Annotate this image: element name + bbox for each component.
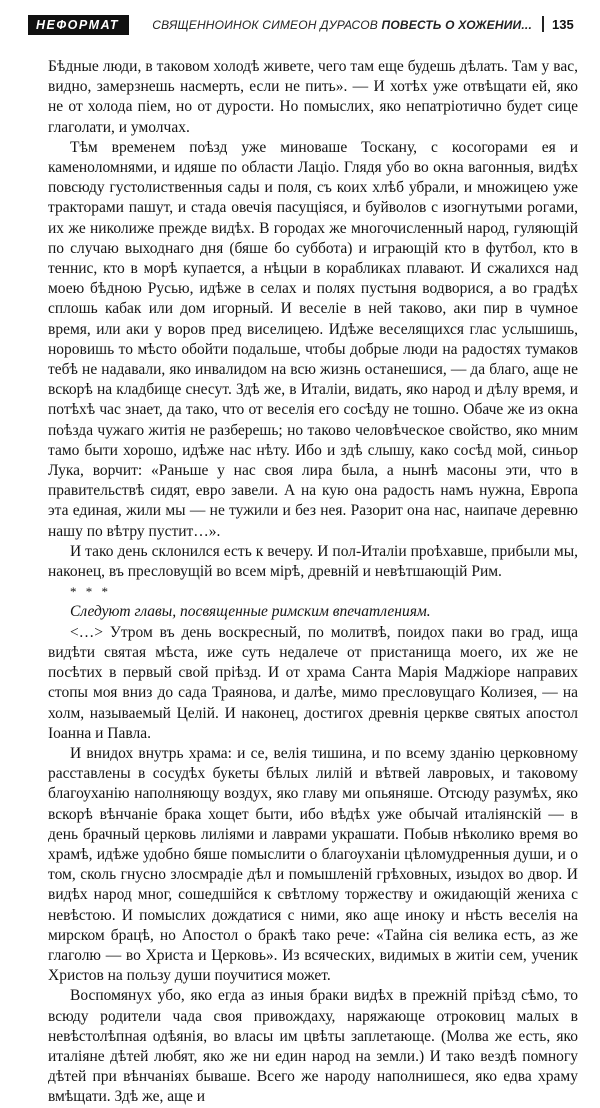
work-title: ПОВЕСТЬ О ХОЖЕНИИ... [381,18,532,32]
section-badge: НЕФОРМАТ [28,15,129,35]
chapter-note: Следуют главы, посвященные римским впечатлениям. [70,603,431,621]
main-text [48,57,578,1108]
paragraph: И тако день склонился есть к вечеру. И пол-Италіи проѣхавше, прибыли мы, наконец, въ пресловущій во всем мірѣ, древній и невѣтшающій Рим. [48,542,578,581]
running-title [152,18,532,32]
section-break: * * * [70,584,111,600]
running-header [0,12,600,36]
header-divider [542,16,544,32]
paragraph: Бѣдные люди, в таковом холодѣ живете, чего там еще будешь дѣлать. Там у вас, видно, замерзнешь насмерть, если не пить». — И хотѣх уже отвѣщати ей, яко не от холода піем, но от дурости. Но помыслих, яко непатріотично будет сице глаголати, и умолчах. [48,58,578,136]
author-name: СВЯЩЕННОИНОК СИМЕОН ДУРАСОВ [152,18,378,32]
paragraph: Тѣм временем поѣзд уже миноваше Тоскану, с косогорами ея и каменоломнями, и идяше по области Лаціо. Глядя убо во окна вагонныя, видѣх повсюду густолиственныя сады и поля, съ коих хлѣб убрали, и множицею уже тракторами пашут, и стада овечія пасущіяся, и буйволов с изогнутыми рогами, их же николиже прежде видѣх. В городах же многочисленный народ, гуляющій по случаю выходнаго дня (бяше бо суббота) и играющій кто в футбол, кто в теннис, кто в морѣ купается, а нѣцыи в корабликах плавают. И сжалихся над моею бѣдною Русью, идѣже в селах и полях пустыня водворися, а во градѣх сплошь кабак или дом игорный. И веселіе в ней таково, аки пир в чумное время, или аки у воров пред виселицею. Идѣже веселящихся глас услышишь, норовишь то мѣсто обойти подальше, чтобы добрые люди на радостях тумаков тебѣ не надавали, яко инвалидом на всю жизнь останешися, — да благо, аще не вскорѣ на кладбище снесут. Здѣ же, в Италіи, видать, яко народ и дѣлу время, и потѣхѣ час знает, да тако, что от веселія его сосѣду не тошно. Обаче же из окна поѣзда чужаго житія не разберешь; но таково человѣческое свойство, яко мним тамо быти хорошо, идѣже нас нѣту. Ибо и здѣ слышу, како сосѣд мой, синьор Лука, ворчит: «Раньше у нас своя лира была, а нынѣ масоны эти, что в правительствѣ сидят, евро завели. А на кую она радость намъ нужна, Европа эта единая, жили мы — не тужили и без нея. Разорит она нас, наипаче деревню нашу по вѣтру пустит…». [48,138,578,540]
paragraph: <…> Утром въ день воскресный, по молитвѣ, поидох паки во град, ища видѣти святая мѣста, иже суть недалече от пристанища моего, их же не посѣтих в первый свой пріѣзд. И от храма Санта Марія Маджіоре направих стопы моя вниз до сада Траянова, и далѣе, мимо пресловущаго Колизея, — на холм, называемый Целій. И наконец, достигох древнія церкве святых апостол Іоанна и Павла. [48,623,578,742]
paragraph: И внидох внутрь храма: и се, велія тишина, и по всему зданію церковному расставлены в сосудѣх букеты бѣлых лилій и вѣтвей лавровых, и таковому благоуханію наполняющу воздух, яко главу ми опьяняше. Отсюду разумѣх, яко вскорѣ вѣнчаніе брака хощет быти, ибо вѣдѣх уже обычай италіянскій — в день брачный церковь лиліями и лаврами украшати. Побыв нѣколико время во храмѣ, идѣже удобно бяше помыслити о благоуханіи цѣломудренныя души, и о том, сколь гнусно злосмрадіе дѣл и помышленій грѣховных, изыдох во двор. И видѣх народ мног, сошедшійся к свѣтлому торжеству и ожидающій жениха с невѣстою. И помыслих дождатися с ними, яко аще иноку и нѣсть веселія на мирском брацѣ, но Апостол о бракѣ тако рече: «Тайна сія велика есть, аз же глаголю — во Христа и Церковь». Из всяческих, видимых в житіи сем, ученик Христов на пользу души поучитися может. [48,744,578,985]
page-number: 135 [552,17,574,32]
paragraph: Воспомянух убо, яко егда аз иныя браки видѣх в прежній пріѣзд сѣмо, то всюду родители чада своя привождаху, наряжающе отроковиц малых в невѣстолѣпная одѣянія, во власы им цвѣты заплетающе. (Молва же есть, яко италіяне дѣтей любят, яко же ни един народ на земли.) И тако вездѣ помногу дѣтей при вѣнчаніях бываше. Всего же народу наполнишеся, яко едва храму вмѣщати. Здѣ же, аще и [48,987,578,1106]
